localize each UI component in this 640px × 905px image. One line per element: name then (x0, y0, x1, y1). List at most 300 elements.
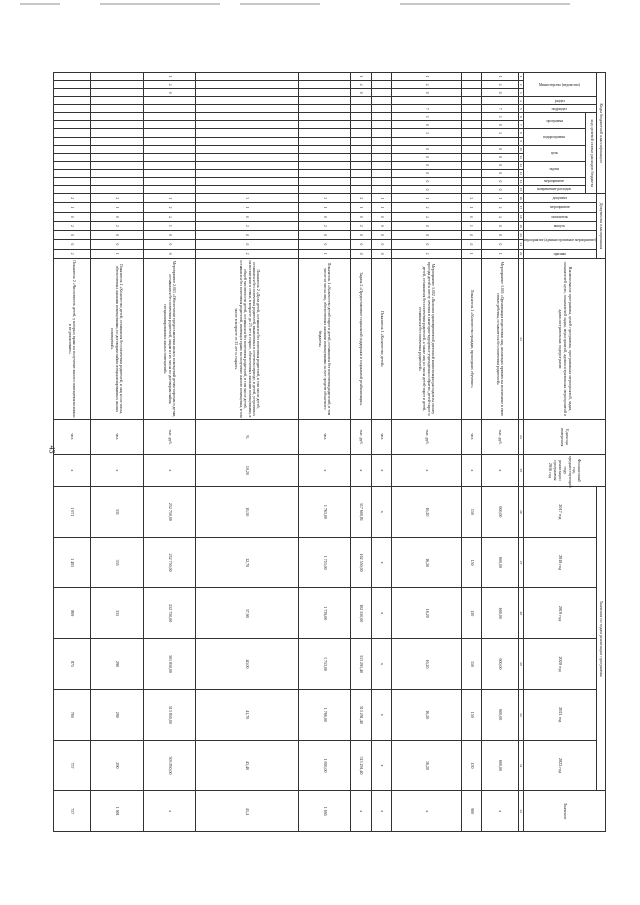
code-cell: 4 (351, 81, 371, 89)
code-cell (143, 137, 196, 145)
row-year-value: 290 (90, 639, 143, 690)
code-cell: 0 (461, 240, 481, 249)
header-doc-3: показатель (523, 212, 596, 221)
code-cell: 1 (482, 194, 518, 203)
row-year-value: х (371, 487, 391, 538)
code-cell (482, 97, 518, 105)
row-year-value: 335 (90, 588, 143, 639)
code-cell (371, 169, 391, 177)
row-year-value: 1 739,00 (298, 588, 351, 639)
code-cell (143, 121, 196, 129)
code-cell (351, 169, 371, 177)
header-doc-5: мероприятие (административное мероприятие) (523, 231, 596, 249)
row-year-value: 10,50 (196, 487, 298, 538)
column-number: 28 (518, 588, 523, 639)
row-year-value: 1 753,00 (298, 639, 351, 690)
row-final-value: 1 695 (298, 791, 351, 832)
code-cell (54, 185, 91, 193)
code-cell (298, 97, 351, 105)
row-name: Мероприятие 2.001 «Обеспечение предоставления жилых помещений детям-сиротам и детям, оставшимся без попечения родителей, лицам из их числа по договорам найма специализированных жилых помещений» (143, 258, 196, 419)
code-cell (351, 153, 371, 161)
row-year-value: 43,40 (196, 740, 298, 791)
header-planning-docs: Документы планирования (597, 194, 606, 259)
code-cell: 0 (143, 89, 196, 97)
header-expense-types: код целевой статьи расходов бюджета (586, 113, 597, 194)
code-cell (392, 97, 461, 105)
header-base-year: Финансовый год, предшествующий году реализации программы 2016 год (523, 454, 605, 486)
header-year-3: 2019 год (523, 588, 596, 639)
code-cell (196, 89, 298, 97)
row-base-value: х (298, 454, 351, 486)
code-cell (461, 177, 481, 185)
program-table (53, 72, 606, 832)
row-final-value: х (482, 791, 518, 832)
code-cell: 4 (482, 212, 518, 221)
code-cell: 0 (482, 89, 518, 97)
code-cell (196, 137, 298, 145)
row-year-value: 162 550,00 (351, 588, 371, 639)
code-cell (371, 185, 391, 193)
row-year-value: 313 291,40 (351, 639, 371, 690)
row-year-value: 331 (90, 487, 143, 538)
code-cell: 2 (298, 221, 351, 230)
row-year-value: 16,20 (392, 487, 461, 538)
column-number: 17 (518, 203, 523, 212)
code-cell (298, 121, 351, 129)
row-base-value: х (90, 454, 143, 486)
row-year-value: 600,00 (482, 689, 518, 740)
code-cell (196, 81, 298, 89)
code-cell: 0 (298, 212, 351, 221)
code-cell: 0 (54, 231, 91, 240)
code-cell (196, 73, 298, 81)
code-cell (54, 177, 91, 185)
row-year-value: 1 753,00 (298, 537, 351, 588)
row-year-value: х (371, 689, 391, 740)
code-cell (196, 161, 298, 169)
row-year-value: 150 (461, 487, 481, 538)
row-base-value: х (54, 454, 91, 486)
column-number: 29 (518, 639, 523, 690)
code-cell (143, 113, 196, 121)
column-number: 4 (518, 97, 523, 105)
header-year-1: 2017 год (523, 487, 596, 538)
code-cell: 0 (482, 121, 518, 129)
column-number: 18 (518, 212, 523, 221)
code-cell (90, 137, 143, 145)
row-year-value: 313 291,40 (351, 740, 371, 791)
header-year-5: 2021 год (523, 689, 596, 740)
code-cell: 2 (392, 249, 461, 258)
row-year-value: 150 (461, 639, 481, 690)
code-cell: 0 (143, 249, 196, 258)
code-cell: 1 (482, 129, 518, 137)
header-direction: направление расходов (523, 185, 586, 193)
header-unit: Единица измерения (523, 420, 605, 455)
row-year-value: х (371, 639, 391, 690)
row-year-value: 12,70 (196, 537, 298, 588)
code-cell: 1 (90, 203, 143, 212)
row-year-value: 290 (90, 740, 143, 791)
code-cell (196, 113, 298, 121)
code-cell: 0 (371, 240, 391, 249)
code-cell (143, 185, 196, 193)
row-unit: тыс. руб. (392, 420, 461, 455)
row-year-value: 313 291,40 (351, 689, 371, 740)
row-unit: % (196, 420, 298, 455)
row-year-value: 41,70 (196, 689, 298, 740)
code-cell: 0 (143, 240, 196, 249)
code-cell: 2 (482, 203, 518, 212)
code-cell: 0 (392, 221, 461, 230)
code-cell: 0 (371, 212, 391, 221)
row-year-value: 303 850,00 (143, 740, 196, 791)
code-cell (298, 169, 351, 177)
row-year-value: 1 403 (54, 537, 91, 588)
column-number: 1 (518, 73, 523, 81)
code-cell: 4 (392, 81, 461, 89)
code-cell: 1 (143, 221, 196, 230)
table-row (371, 73, 391, 832)
header-doc-2: мероприятие (523, 203, 596, 212)
header-doc-6: признак (523, 249, 596, 258)
table-row (143, 73, 196, 832)
row-year-value: 252 750,00 (143, 588, 196, 639)
code-cell (298, 73, 351, 81)
row-year-value: 317 600,81 (351, 487, 371, 538)
code-cell (54, 121, 91, 129)
row-year-value: 335 (90, 537, 143, 588)
code-cell: 2 (90, 194, 143, 203)
table-row (392, 73, 461, 832)
row-year-value: 869 (54, 588, 91, 639)
header-doc-1: документ (523, 194, 596, 203)
code-cell (351, 185, 371, 193)
row-year-value: х (371, 588, 391, 639)
row-final-value: 900 (461, 791, 481, 832)
code-cell (143, 145, 196, 153)
code-cell: 0 (351, 212, 371, 221)
code-cell (298, 105, 351, 113)
program-table-rotated (67, 72, 606, 832)
column-number: 24 (518, 420, 523, 455)
code-cell: 0 (392, 231, 461, 240)
row-year-value: 760 (54, 689, 91, 740)
code-cell (461, 185, 481, 193)
code-cell: 0 (482, 169, 518, 177)
column-number: 10 (518, 145, 523, 153)
column-number: 3 (518, 89, 523, 97)
code-cell (371, 129, 391, 137)
code-cell (298, 161, 351, 169)
code-cell (143, 177, 196, 185)
code-cell (54, 105, 91, 113)
row-unit: тыс. руб. (143, 420, 196, 455)
code-cell (351, 105, 371, 113)
row-year-value: 600,00 (482, 740, 518, 791)
table-row (90, 73, 143, 832)
row-base-value: х (482, 454, 518, 486)
code-cell: 0 (371, 221, 391, 230)
row-year-value: 252 750,00 (143, 537, 196, 588)
row-unit: чел. (54, 420, 91, 455)
code-cell: 0 (196, 240, 298, 249)
code-cell (196, 129, 298, 137)
code-cell: 0 (482, 145, 518, 153)
code-cell: 1 (351, 203, 371, 212)
code-cell: 0 (90, 231, 143, 240)
header-year-2: 2018 год (523, 537, 596, 588)
table-row (482, 73, 518, 832)
row-year-value: 1 695,00 (298, 740, 351, 791)
table-row (351, 73, 371, 832)
code-cell (196, 153, 298, 161)
row-final-value: х (392, 791, 461, 832)
row-name: Задача 2 «Предоставление социальной поддержки и социальной реабилитации» (351, 258, 371, 419)
row-year-value: 313 850,00 (143, 689, 196, 740)
row-year-value: 150 (461, 740, 481, 791)
header-name: Наименование программы, целей программы, программных мероприятий, задач, показателей цели, показателей задач, мероприятий, административных мероприятий и административных подпрограмм (523, 258, 605, 419)
code-cell: 2 (90, 221, 143, 230)
header-goal: цель (523, 145, 586, 161)
code-cell: 0 (392, 161, 461, 169)
row-final-value: х (371, 791, 391, 832)
code-cell (196, 145, 298, 153)
code-cell (461, 81, 481, 89)
column-number: 14 (518, 177, 523, 185)
code-cell: 1 (196, 203, 298, 212)
header-budget-codes: Коды бюджетной классификации (597, 73, 606, 194)
code-cell: 1 (351, 73, 371, 81)
column-number: 12 (518, 161, 523, 169)
row-final-value: 757 (54, 791, 91, 832)
column-number: 19 (518, 221, 523, 230)
header-subprogram: подпрограмма (523, 129, 586, 145)
code-cell (351, 97, 371, 105)
row-base-value: х (392, 454, 461, 486)
code-cell (351, 145, 371, 153)
column-number: 22 (518, 249, 523, 258)
code-cell (461, 97, 481, 105)
header-year-6: 2022 год (523, 740, 596, 791)
code-cell: 0 (196, 231, 298, 240)
code-cell (90, 81, 143, 89)
row-unit: чел. (461, 420, 481, 455)
code-cell: 0 (461, 231, 481, 240)
code-cell (371, 113, 391, 121)
column-number: 26 (518, 487, 523, 538)
code-cell (371, 73, 391, 81)
header-task: задача (523, 161, 586, 177)
code-cell: 2 (54, 194, 91, 203)
code-cell (143, 97, 196, 105)
code-cell: 0 (392, 177, 461, 185)
code-cell (298, 137, 351, 145)
code-cell (90, 89, 143, 97)
code-cell: 1 (90, 249, 143, 258)
row-name: Показатель 1 «Количество детей, оставшихся без попечения родителей, и лиц из их числа, обеспеченных жилыми помещениями, по договорам найма специализированных жилых помещений» (90, 258, 143, 419)
column-number: 9 (518, 137, 523, 145)
code-cell (90, 105, 143, 113)
code-cell: 1 (371, 203, 391, 212)
code-cell: 0 (371, 249, 391, 258)
code-cell (143, 105, 196, 113)
code-cell (461, 129, 481, 137)
column-number: 27 (518, 537, 523, 588)
code-cell (461, 113, 481, 121)
code-cell (371, 145, 391, 153)
header-year-4: 2020 год (523, 639, 596, 690)
code-cell (351, 113, 371, 121)
column-number-row (518, 73, 523, 832)
code-cell: 3 (298, 194, 351, 203)
code-cell (298, 177, 351, 185)
code-cell: 1 (392, 129, 461, 137)
code-cell (90, 177, 143, 185)
code-cell: 0 (482, 161, 518, 169)
code-cell (143, 161, 196, 169)
code-cell (371, 121, 391, 129)
code-cell: 1 (54, 203, 91, 212)
code-cell (298, 153, 351, 161)
code-cell: 0 (392, 121, 461, 129)
scan-artifact-top (20, 3, 60, 5)
code-cell: 2 (54, 249, 91, 258)
code-cell (54, 113, 91, 121)
code-cell: 2 (461, 194, 481, 203)
code-cell (371, 137, 391, 145)
header-final-value: Значение (523, 791, 605, 832)
column-number: 25 (518, 454, 523, 486)
code-cell (461, 161, 481, 169)
code-cell (461, 137, 481, 145)
code-cell (298, 89, 351, 97)
code-cell (54, 89, 91, 97)
column-number: 13 (518, 169, 523, 177)
header-activity: мероприятие (523, 177, 586, 185)
header-program: программа (523, 113, 586, 129)
row-year-value: 16,20 (392, 537, 461, 588)
code-cell (90, 121, 143, 129)
code-cell: 1 (143, 73, 196, 81)
code-cell (371, 105, 391, 113)
row-year-value: 1 766,00 (298, 689, 351, 740)
row-unit: чел. (90, 420, 143, 455)
code-cell (196, 97, 298, 105)
code-cell: 0 (392, 145, 461, 153)
scan-artifact-top (100, 3, 220, 5)
code-cell (90, 185, 143, 193)
code-cell (298, 185, 351, 193)
code-cell: 0 (482, 153, 518, 161)
code-cell (461, 169, 481, 177)
code-cell: 0 (351, 240, 371, 249)
row-year-value: 600,00 (482, 639, 518, 690)
column-number: 20 (518, 231, 523, 240)
code-cell (196, 185, 298, 193)
code-cell: 0 (196, 212, 298, 221)
row-base-value: 10,20 (196, 454, 298, 486)
row-year-value: 600,00 (482, 487, 518, 538)
row-year-value: 16,20 (392, 588, 461, 639)
row-year-value: х (371, 537, 391, 588)
code-cell: 0 (298, 231, 351, 240)
header-subsection: подраздел (523, 105, 596, 113)
code-cell: 1 (482, 249, 518, 258)
code-cell (298, 81, 351, 89)
code-cell: 2 (143, 203, 196, 212)
scan-artifact-top (240, 3, 320, 5)
code-cell: 4 (143, 81, 196, 89)
code-cell: 0 (298, 240, 351, 249)
code-cell: 2 (196, 221, 298, 230)
code-cell: 1 (392, 194, 461, 203)
code-cell (54, 73, 91, 81)
code-cell (371, 153, 391, 161)
row-base-value: х (143, 454, 196, 486)
code-cell (54, 137, 91, 145)
column-number: 15 (518, 185, 523, 193)
code-cell: 0 (371, 231, 391, 240)
row-base-value: х (351, 454, 371, 486)
code-cell: 0 (351, 231, 371, 240)
row-year-value: 16,20 (392, 740, 461, 791)
code-cell (351, 177, 371, 185)
scan-artifact-top (400, 3, 570, 5)
code-cell: 4 (143, 212, 196, 221)
header-ministry: Министерство (ведомство) (523, 73, 596, 97)
table-body (54, 73, 518, 832)
code-cell (461, 153, 481, 161)
code-cell (143, 153, 196, 161)
code-cell: 1 (298, 249, 351, 258)
row-year-value: 16,20 (392, 639, 461, 690)
row-year-value: 600,00 (482, 588, 518, 639)
row-base-value: х (461, 454, 481, 486)
column-number: 16 (518, 194, 523, 203)
row-year-value: 252 750,00 (143, 487, 196, 538)
code-cell (90, 153, 143, 161)
header-row-1 (597, 73, 606, 832)
table-row (461, 73, 481, 832)
code-cell: 0 (482, 221, 518, 230)
code-cell (298, 113, 351, 121)
table-row (54, 73, 91, 832)
code-cell (482, 137, 518, 145)
code-cell (90, 161, 143, 169)
code-cell (196, 177, 298, 185)
code-cell: 2 (54, 221, 91, 230)
code-cell: 0 (54, 240, 91, 249)
code-cell: 0 (90, 240, 143, 249)
row-final-value: х (143, 791, 196, 832)
code-cell: 2 (351, 194, 371, 203)
code-cell: 0 (482, 231, 518, 240)
row-year-value: 301 850,00 (143, 639, 196, 690)
row-name: Мероприятие 1.001 «Организация подготовки лиц, желающих принять на воспитание в свою семью ребенка, оставшегося без попечения родителей» (482, 258, 518, 419)
code-cell (461, 145, 481, 153)
code-cell (54, 161, 91, 169)
row-year-value: 150 (461, 689, 481, 740)
code-cell: 1 (482, 113, 518, 121)
column-number: 7 (518, 121, 523, 129)
table-row (196, 73, 298, 832)
row-unit: тыс. руб. (482, 420, 518, 455)
row-base-value: х (371, 454, 391, 486)
code-cell: 0 (54, 212, 91, 221)
row-name: Мероприятие 1.002 «Выплата единовременной денежной компенсации расходов на оплату проезда детей к месту лечения в санаторно-курортные учреждения и обратно, детей-сирот и детей, оставшихся без попечения родителей, а также лиц из числа детей-сирот и детей, оставшихся без попечения родителей» (392, 258, 461, 419)
code-cell (351, 161, 371, 169)
